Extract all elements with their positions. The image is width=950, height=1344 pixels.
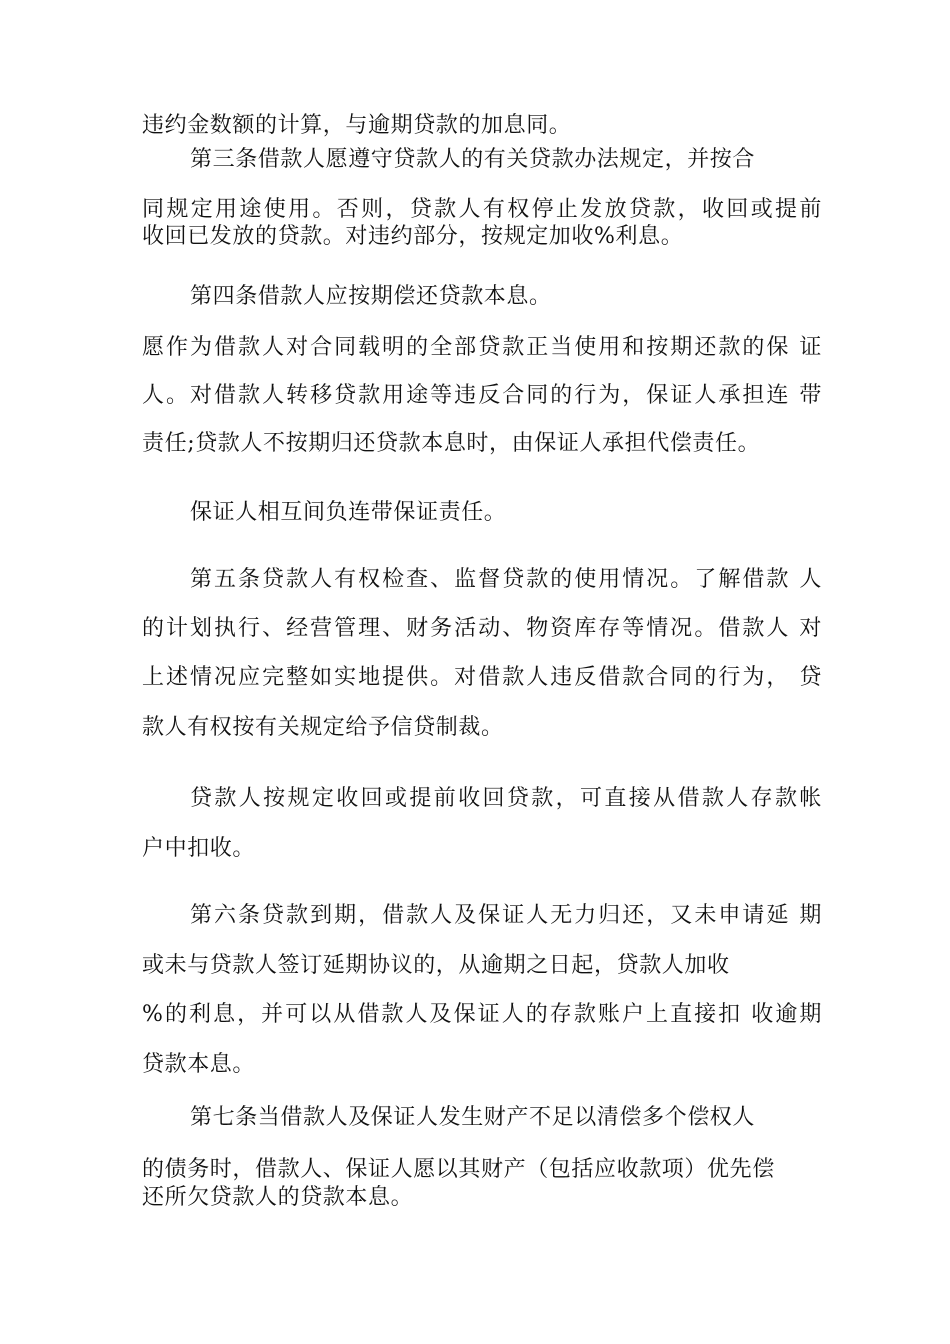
text-line: 违约金数额的计算，与逾期贷款的加息同。 [142,113,572,138]
article-6-heading-line: 第六条贷款到期，借款人及保证人无力归还，又未申请延 期 [190,903,822,928]
text-line: 保证人相互间负连带保证责任。 [190,500,507,525]
text-line: %的利息，并可以从借款人及保证人的存款账户上直接扣 收逾期 [142,1002,822,1027]
text-line: 的计划执行、经营管理、财务活动、物资库存等情况。借款人 对 [142,616,822,641]
text-line: 愿作为借款人对合同载明的全部贷款正当使用和按期还款的保 证 [142,335,822,360]
text-line: 款人有权按有关规定给予信贷制裁。 [142,715,504,740]
article-3-heading-line: 第三条借款人愿遵守贷款人的有关贷款办法规定，并按合 [190,147,756,172]
text-line: 同规定用途使用。否则，贷款人有权停止发放贷款，收回或提前 [142,197,822,222]
text-line: 人。对借款人转移贷款用途等违反合同的行为，保证人承担连 带 [142,383,822,408]
text-line: 责任;贷款人不按期归还贷款本息时，由保证人承担代偿责任。 [142,431,761,456]
text-line: 户中扣收。 [142,836,256,861]
text-line: 还所欠贷款人的贷款本息。 [142,1185,414,1210]
article-7-heading-line: 第七条当借款人及保证人发生财产不足以清偿多个偿权人 [190,1105,756,1130]
article-4-heading-line: 第四条借款人应按期偿还贷款本息。 [190,284,552,309]
text-line: 上述情况应完整如实地提供。对借款人违反借款合同的行为， 贷 [142,665,822,690]
article-5-heading-line: 第五条贷款人有权检查、监督贷款的使用情况。了解借款 人 [190,567,822,592]
text-line: 贷款人按规定收回或提前收回贷款，可直接从借款人存款帐 [190,786,822,811]
text-line: 或未与贷款人签订延期协议的，从逾期之日起，贷款人加收 [142,953,730,978]
text-line: 的债务时，借款人、保证人愿以其财产（包括应收款项）优先偿 [142,1157,775,1182]
text-line: 贷款本息。 [142,1052,256,1077]
text-line: 收回已发放的贷款。对违约部分，按规定加收%利息。 [142,224,684,249]
